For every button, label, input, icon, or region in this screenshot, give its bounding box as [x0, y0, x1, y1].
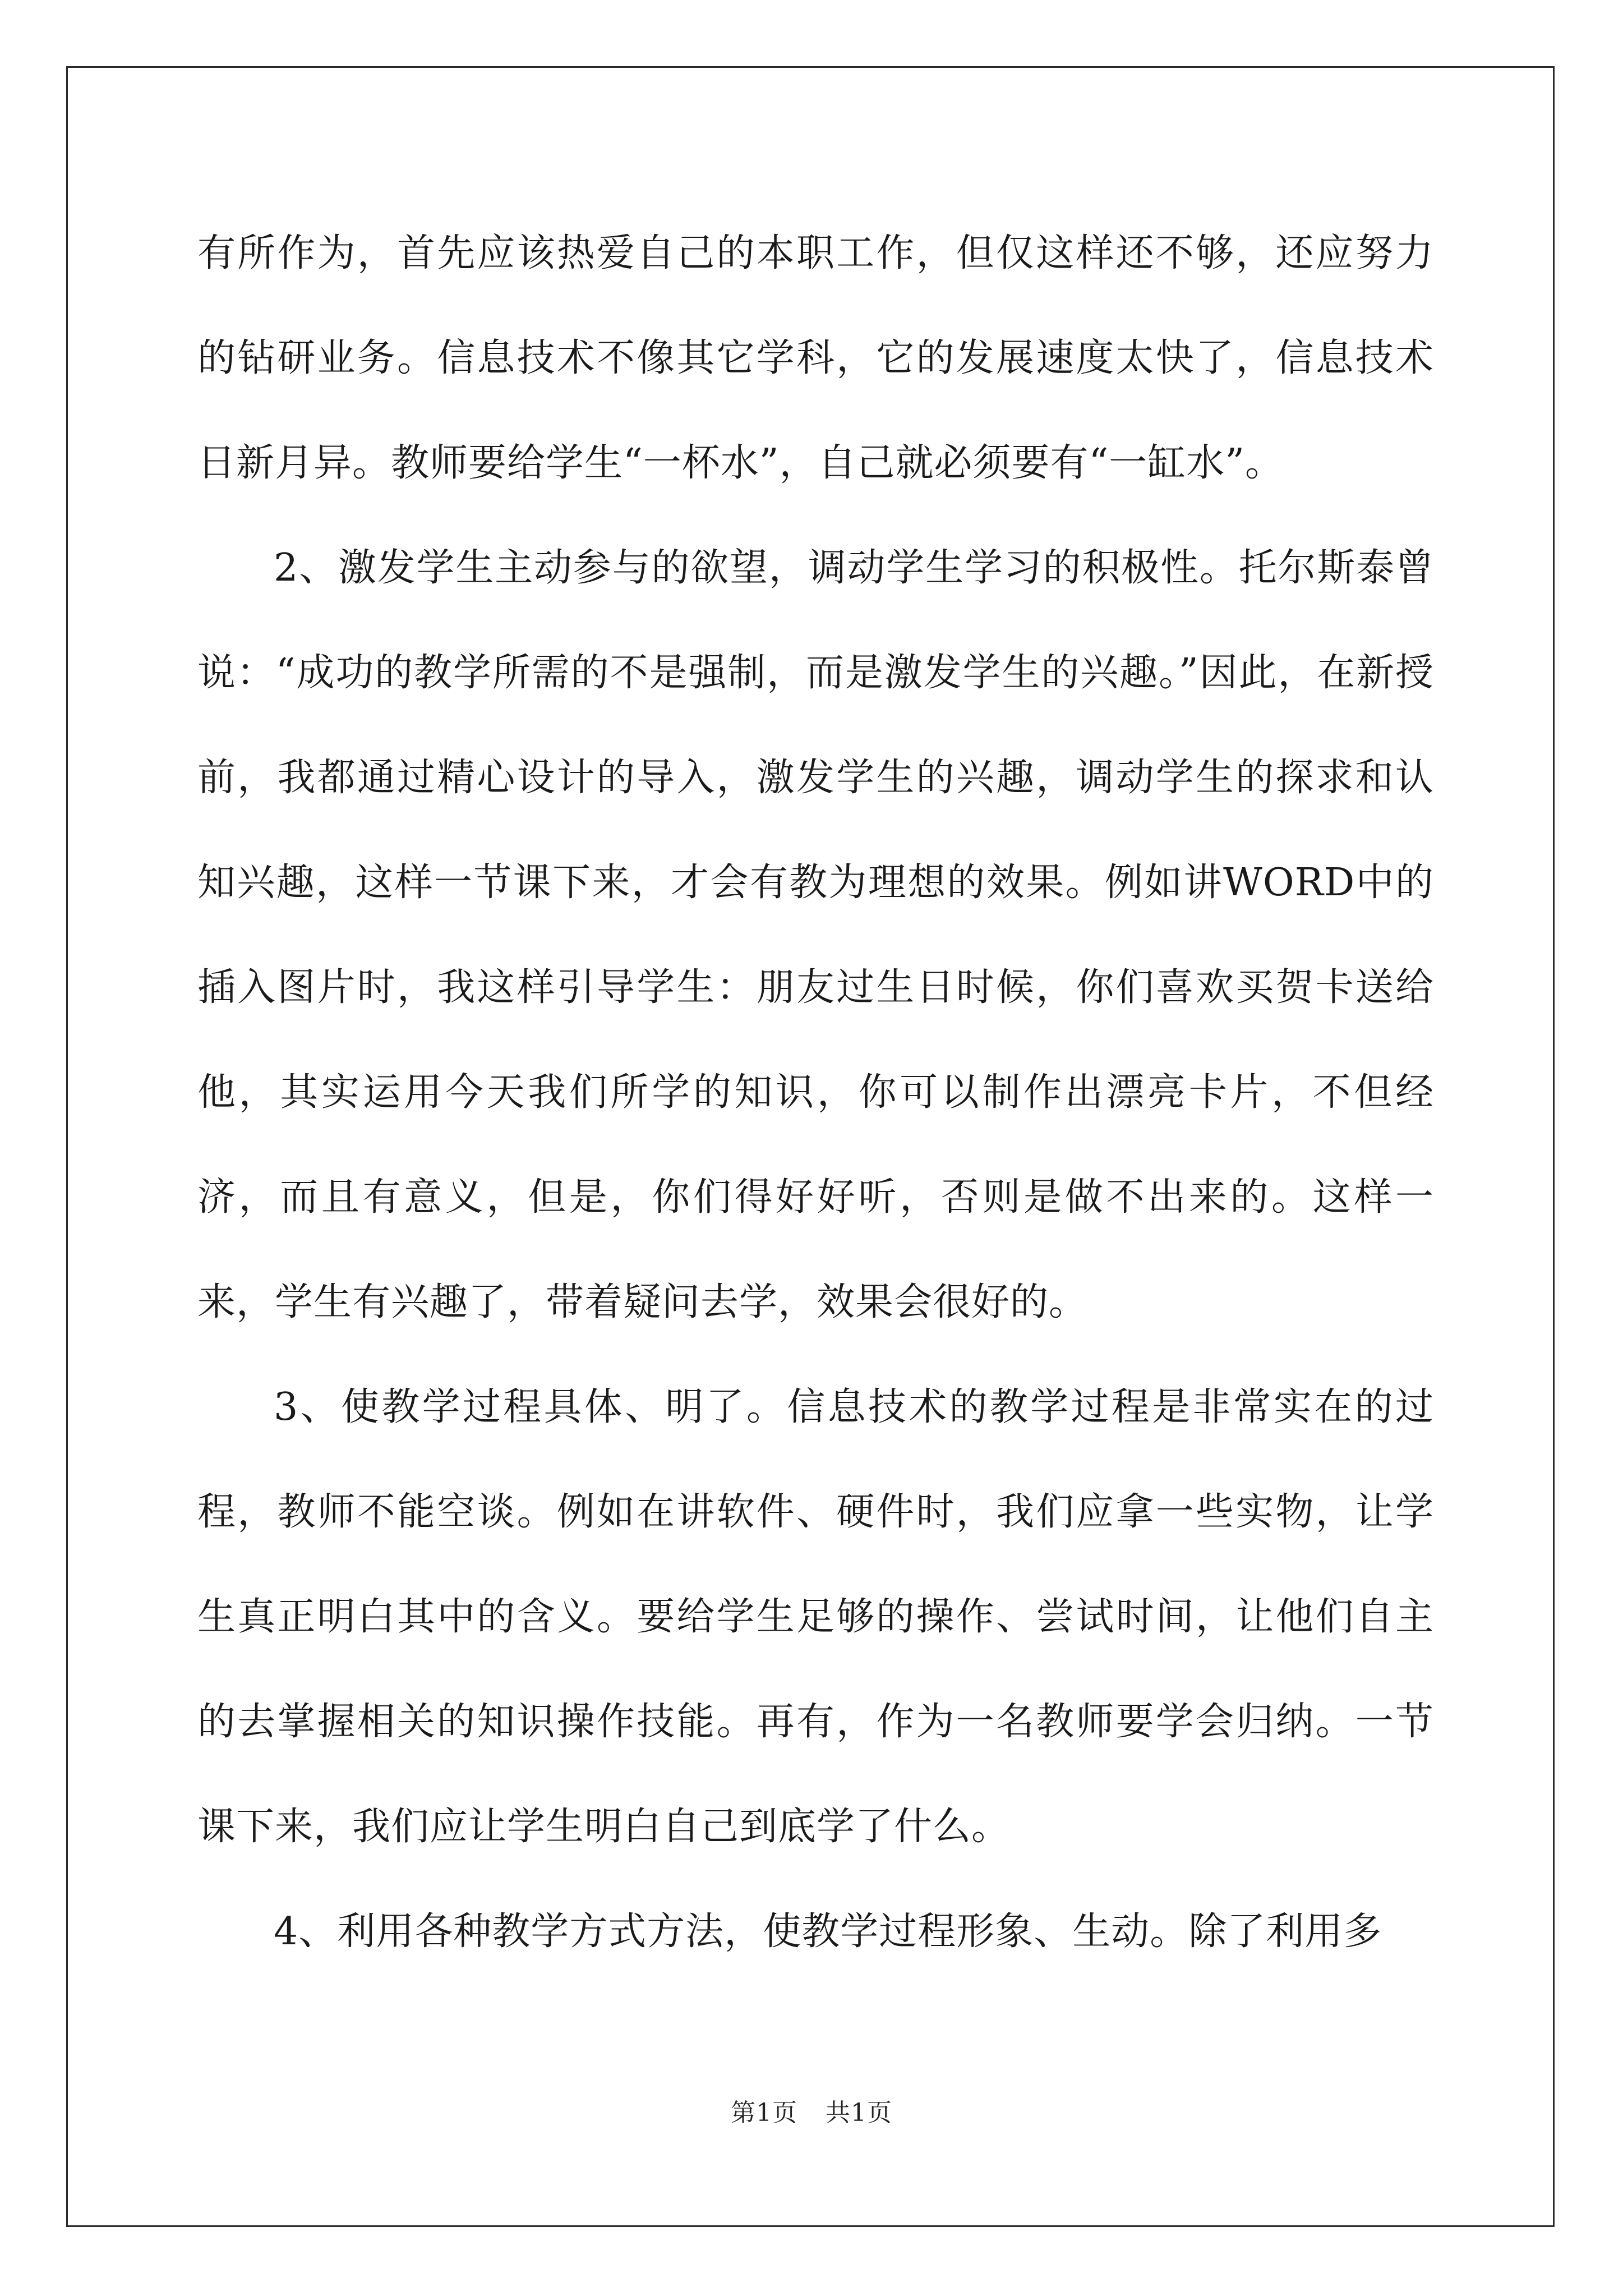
document-body: [197, 208, 1434, 1984]
paragraph-4: 4、利用各种教学方式方法，使教学过程形象、生动。除了利用多: [274, 1910, 1382, 1954]
paragraph-3: 3、使教学过程具体、明了。信息技术的教学过程是非常实在的过程，教师不能空谈。例如在讲软件、硬件时，我们应拿一些实物，让学生真正明白其中的含义。要给学生足够的操作、尝试时间，让他们自主的去掌握相关的知识操作技能。再有，作为一名教师要学会归纳。一节课下来，我们应让学生明白自己到底学了什么。: [197, 1385, 1434, 1849]
paragraph-2: 2、激发学生主动参与的欲望，调动学生学习的积极性。托尔斯泰曾说：“成功的教学所需的不是强制，而是激发学生的兴趣。”因此，在新授前，我都通过精心设计的导入，激发学生的兴趣，调动学生的探求和认知兴趣，这样一节课下来，才会有教为理想的效果。例如讲WORD中的插入图片时，我这样引导学生：朋友过生日时候，你们喜欢买贺卡送给他，其实运用今天我们所学的知识，你可以制作出漂亮卡片，不但经济，而且有意义，但是，你们得好好听，否则是做不出来的。这样一来，学生有兴趣了，带着疑问去学，效果会很好的。: [197, 546, 1434, 1324]
page-number: 第1页: [731, 2099, 797, 2127]
page-total: 共1页: [826, 2099, 892, 2127]
paragraph-1: 有所作为，首先应该热爱自己的本职工作，但仅这样还不够，还应努力的钻研业务。信息技术不像其它学科，它的发展速度太快了，信息技术日新月异。教师要给学生“一杯水”，自己就必须要有“一缸水”。: [197, 231, 1434, 485]
page-footer: [0, 2092, 1623, 2128]
